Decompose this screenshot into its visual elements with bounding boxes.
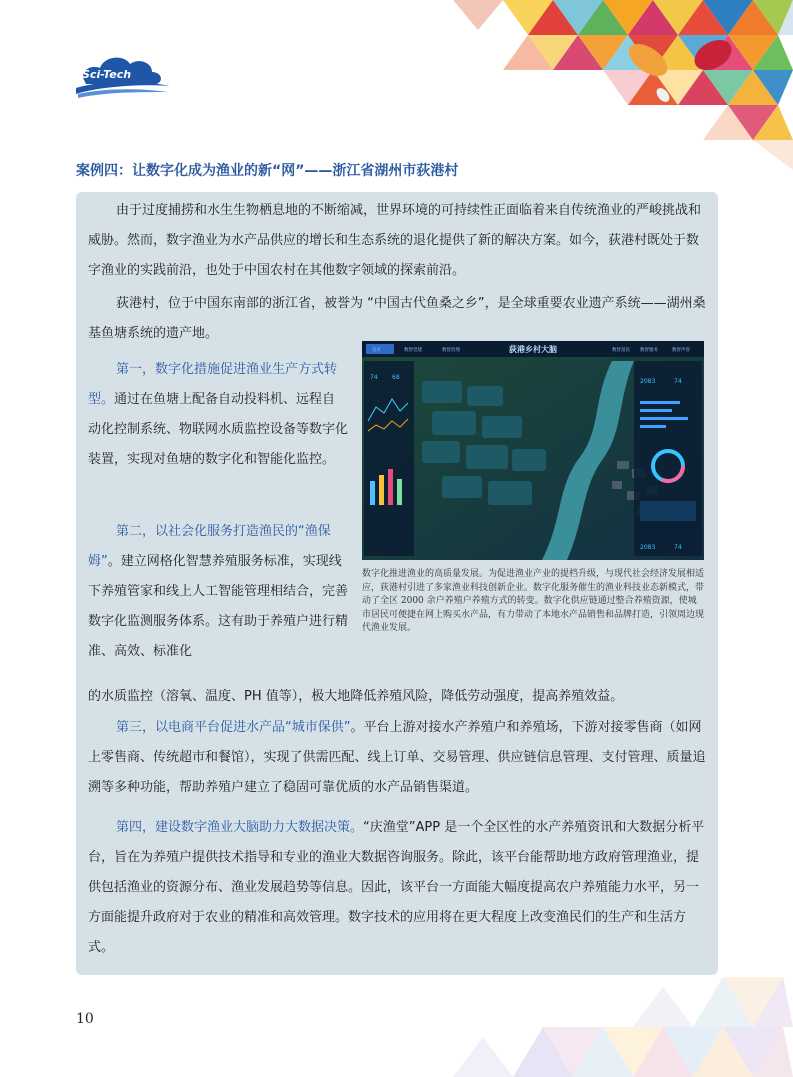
paragraph-second-measure	[88, 517, 348, 667]
paragraph-intro	[88, 196, 710, 286]
paragraph-intro-text: 由于过度捕捞和水生生物栖息地的不断缩减，世界环境的可持续性正面临着来自传统渔业的严峻挑战和威胁。然而，数字渔业为水产品供应的增长和生态系统的退化提供了新的解决方案。如今，荻港村既处于数字渔业的实践前沿，也处于中国农村在其他数字领域的探索前沿。	[88, 203, 702, 278]
case-title: 案例四：让数字化成为渔业的新“网”——浙江省湖州市荻港村	[76, 163, 459, 179]
first-measure-heading: 第一，数字化措施促进渔业生产方式转型。	[88, 362, 338, 407]
second-measure-heading: 第二，以社会化服务打造渔民的“渔保姆”	[88, 524, 331, 569]
decorative-mosaic-top	[413, 0, 793, 170]
dashboard-tab: 数智声誉	[672, 348, 690, 353]
stat-value: 74	[674, 378, 682, 385]
stat-value: 68	[392, 374, 400, 381]
sci-tech-logo	[72, 50, 172, 100]
second-measure-text: 。建立网格化智慧养殖服务标准，实现线下养殖管家和线上人工智能管理相结合，完善数字化监测服务体系。这有助于养殖户进行精准、高效、标准化	[88, 554, 349, 659]
dashboard-tab: 数智党建	[404, 348, 422, 353]
dashboard-illustration	[362, 341, 704, 560]
paragraph-fourth-measure	[88, 813, 710, 963]
dashboard-tab: 数智富民	[612, 348, 630, 353]
dashboard-title: 荻港乡村大脑	[509, 345, 557, 354]
dashboard-tab: 数智服务	[640, 348, 658, 353]
paragraph-first-measure	[88, 355, 348, 475]
page-number: 10	[76, 1011, 94, 1027]
paragraph-second-measure-tail: 的水质监控（溶氧、温度、PH 值等），极大地降低养殖风险，降低劳动强度，提高养殖效益。	[88, 689, 624, 704]
stat-value: 2083	[640, 378, 656, 385]
paragraph-location	[88, 289, 710, 349]
logo-text: Sci-Tech	[82, 68, 132, 81]
first-measure-text: 通过在鱼塘上配备自动投料机、远程自动化控制系统、物联网水质监控设备等数字化装置，实现对鱼塘的数字化和智能化监控。	[88, 392, 349, 467]
dashboard-tab: 首页	[372, 348, 381, 353]
fourth-measure-text: “庆渔堂”APP 是一个全区性的水产养殖资讯和大数据分析平台，旨在为养殖户提供技术指导和专业的渔业大数据咨询服务。除此，该平台能帮助地方政府管理渔业，提供包括渔业的资源分布、渔业发展趋势等信息。因此，该平台一方面能大幅度提高农户养殖能力水平，另一方面能提升政府对于农业的精准和高效管理。数字技术的应用将在更大程度上改变渔民们的生产和生活方式。	[88, 820, 705, 955]
paragraph-location-text: 荻港村，位于中国东南部的浙江省，被誉为 “中国古代鱼桑之乡”，是全球重要农业遗产系统——湖州桑基鱼塘系统的遗产地。	[88, 296, 706, 341]
third-measure-text: 。平台上游对接水产养殖户和养殖场，下游对接零售商（如网上零售商、传统超市和餐馆），实现了供需匹配、线上订单、交易管理、供应链信息管理、支付管理、质量追溯等多种功能，帮助养殖户建立了稳固可靠优质的水产品销售渠道。	[88, 720, 706, 795]
village-brain-dashboard-photo	[362, 341, 704, 560]
stat-value: 74	[370, 374, 378, 381]
stat-value: 2083	[640, 544, 656, 551]
paragraph-third-measure	[88, 713, 710, 803]
third-measure-heading: 第三，以电商平台促进水产品“城市保供”	[116, 720, 351, 735]
dashboard-tab: 数智治理	[442, 348, 460, 353]
stat-value: 74	[674, 544, 682, 551]
photo-caption: 数字化推进渔业的高质量发展。为促进渔业产业的提档升级，与现代社会经济发展相适应，荻港村引进了多家渔业科技创新企业。数字化服务催生的渔业科技业态新模式，带动了全区 2000 余户养殖户养殖方式的转变。数字化供应链通过整合养殖资源，使城市居民可便捷在网上购买水产品，有力带动了本地水产品销售和品牌打造，引领周边现代渔业发展。	[362, 569, 705, 634]
fourth-measure-heading: 第四，建设数字渔业大脑助力大数据决策。	[116, 820, 364, 835]
